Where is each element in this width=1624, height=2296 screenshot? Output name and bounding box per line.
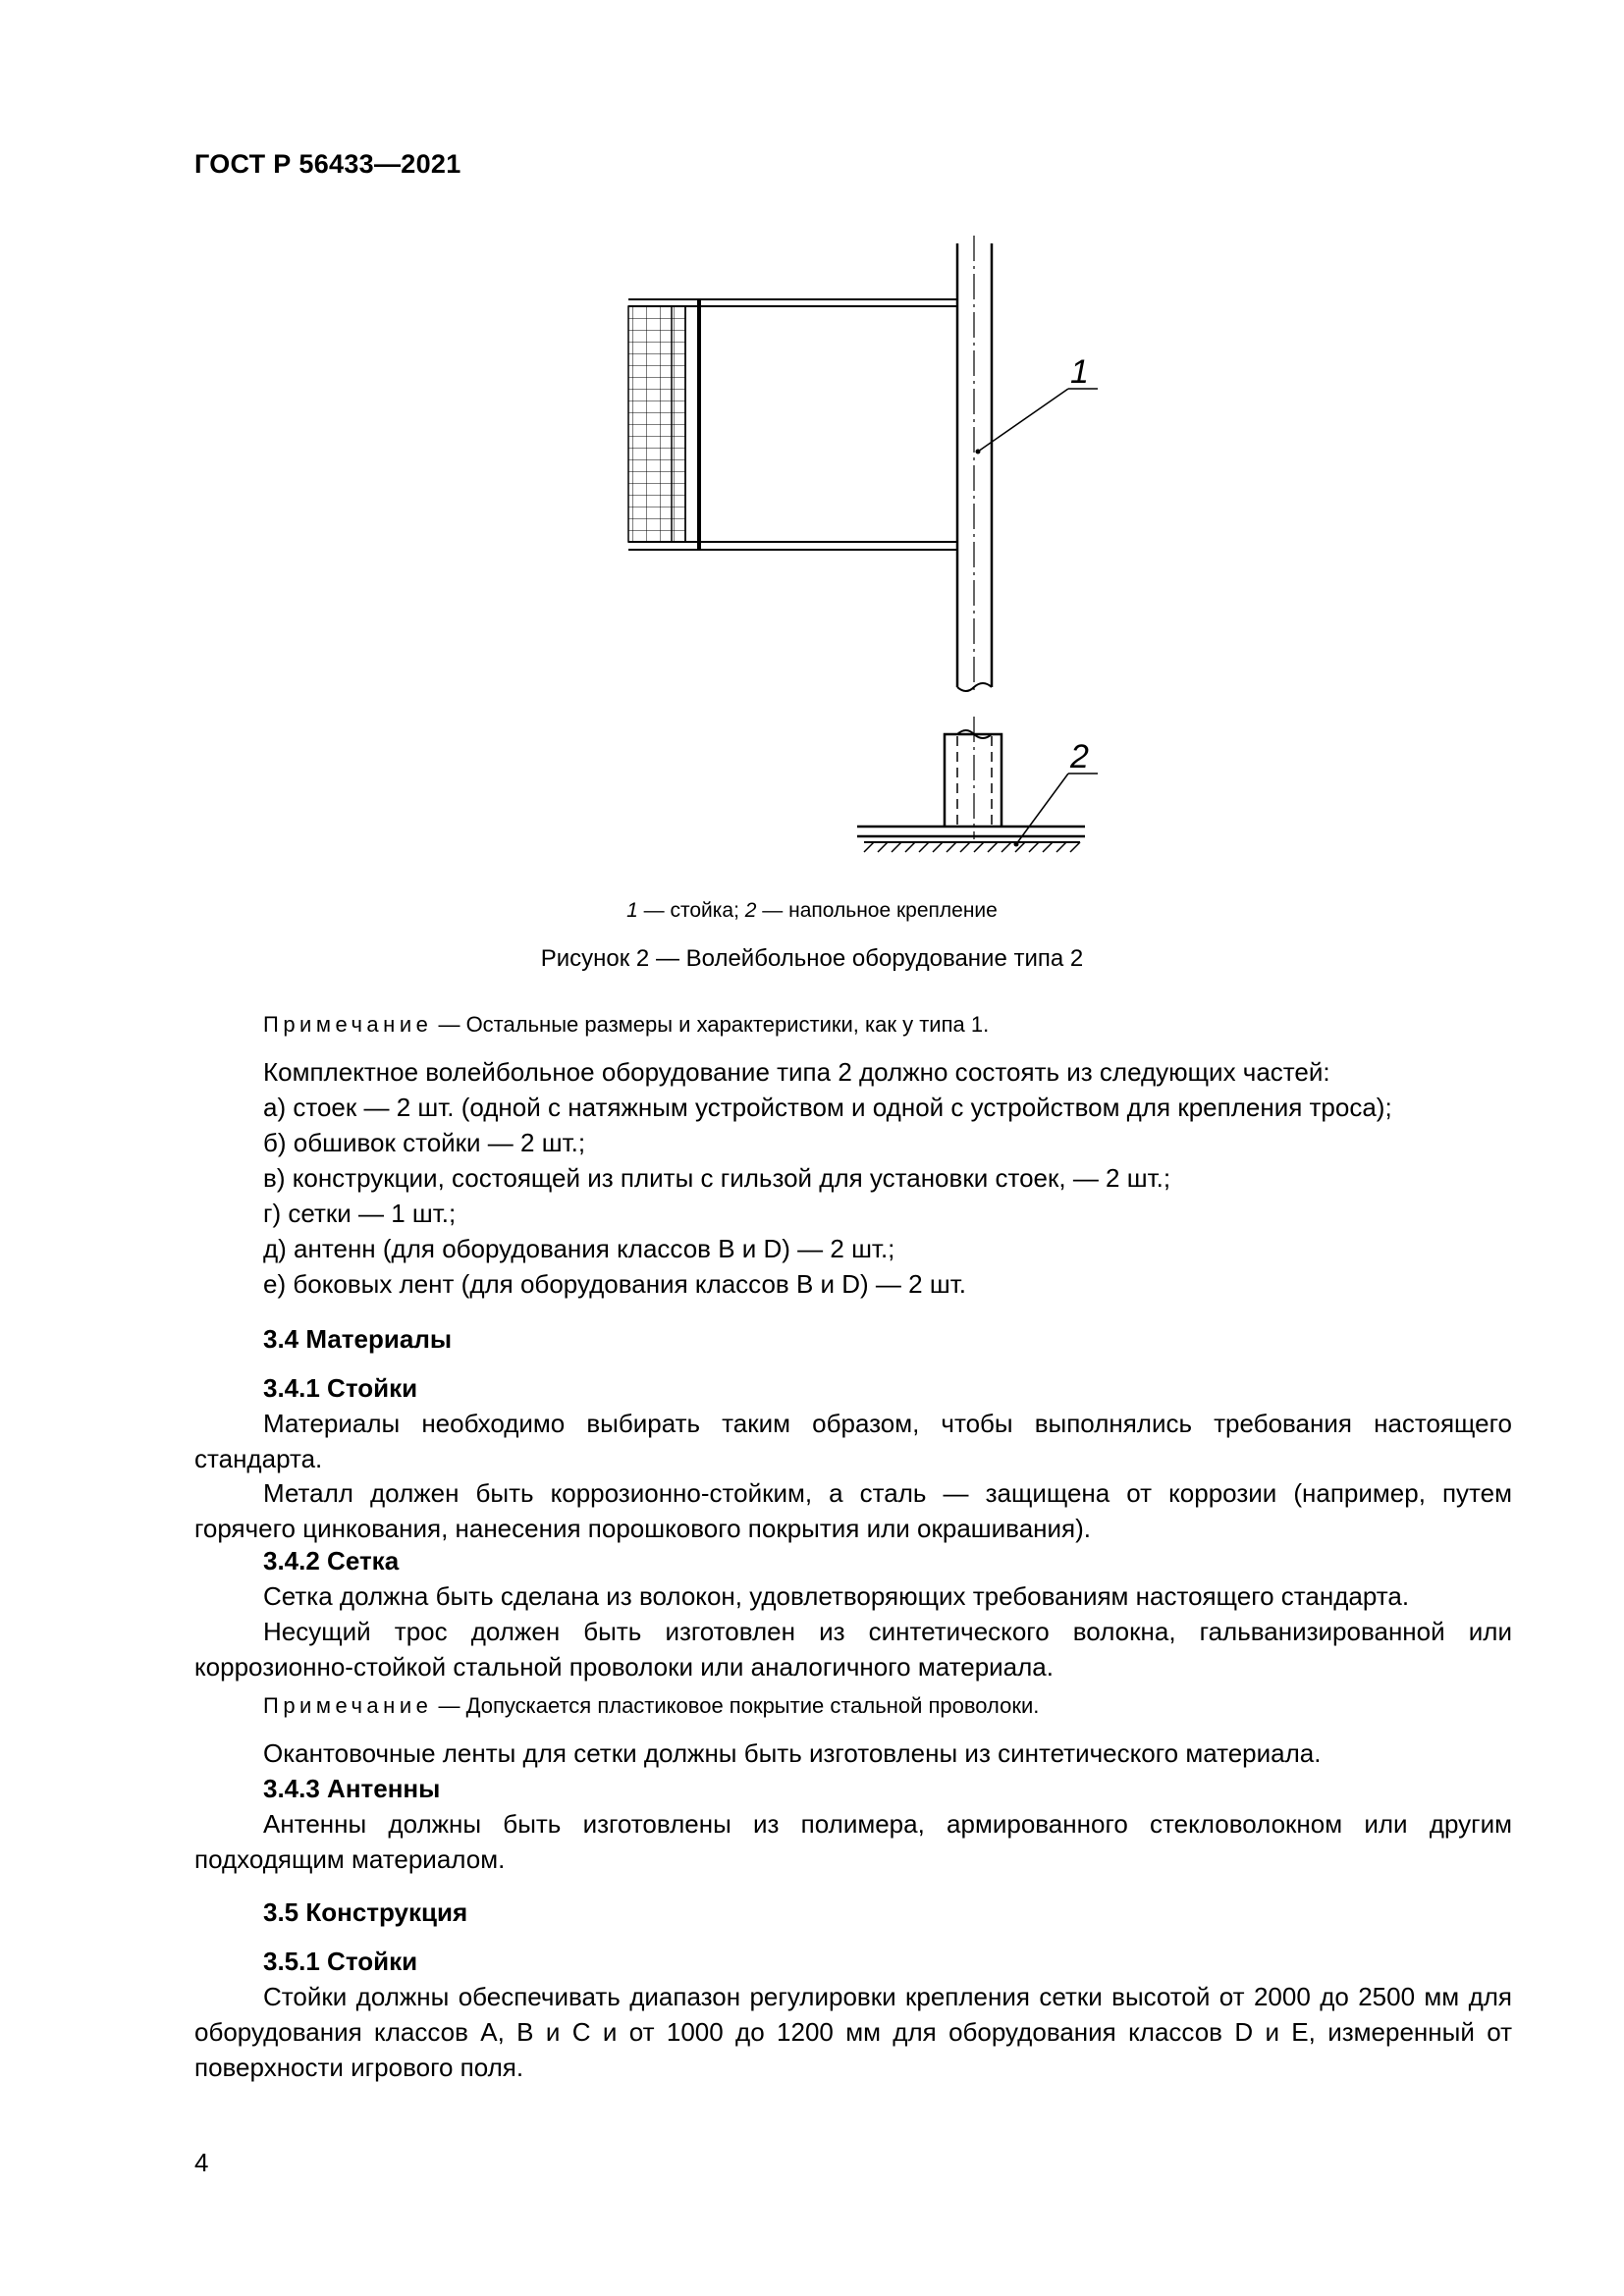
note-1: Примечание — Остальные размеры и характеристики, как у типа 1. — [263, 1012, 990, 1037]
post — [957, 236, 992, 692]
document-header: ГОСТ Р 56433—2021 — [194, 149, 461, 179]
floor-socket — [857, 717, 1085, 852]
list-item: е) боковых лент (для оборудования классов В и D) — 2 шт. — [263, 1269, 966, 1299]
list-item: в) конструкции, состоящей из плиты с гильзой для установки стоек, — 2 шт.; — [263, 1163, 1171, 1193]
net-mesh — [628, 306, 685, 542]
callout-1: 1 — [1070, 353, 1089, 391]
paragraph: Окантовочные ленты для сетки должны быть изготовлены из синтетического материала. — [263, 1738, 1322, 1768]
paragraph: Материалы необходимо выбирать таким образом, чтобы выполнялись требования настоящего стандарта. — [194, 1409, 1512, 1473]
figure-2-drawing — [589, 221, 1100, 869]
figure-title: Рисунок 2 — Волейбольное оборудование типа 2 — [540, 945, 1084, 972]
note-2: Примечание — Допускается пластиковое покрытие стальной проволоки. — [263, 1693, 1040, 1718]
paragraph: Сетка должна быть сделана из волокон, удовлетворяющих требованиям настоящего стандарта. — [263, 1581, 1410, 1611]
list-item: а) стоек — 2 шт. (одной с натяжным устройством и одной с устройством для крепления троса); — [263, 1093, 1392, 1122]
figure-legend: 1 — стойка; 2 — напольное крепление — [626, 899, 998, 922]
list-item: б) обшивок стойки — 2 шт.; — [263, 1128, 586, 1157]
section-heading: 3.5 Конструкция — [263, 1897, 468, 1927]
list-item: д) антенн (для оборудования классов В и D) — 2 шт.; — [263, 1234, 895, 1263]
callout-2: 2 — [1070, 738, 1089, 775]
subsection-heading: 3.4.2 Сетка — [263, 1546, 400, 1575]
list-item: г) сетки — 1 шт.; — [263, 1199, 457, 1228]
paragraph: Антенны должны быть изготовлены из полимера, армированного стекловолокном или другим подходящим материалом. — [194, 1809, 1512, 1874]
paragraph: Несущий трос должен быть изготовлен из синтетического волокна, гальванизированной или коррозионно-стойкой стальной проволоки или аналогичного материала. — [194, 1617, 1512, 1682]
paragraph: Стойки должны обеспечивать диапазон регулировки крепления сетки высотой от 2000 до 2500 мм для оборудования классов А, В и С и от 1000 до 1200 мм для оборудования классов D и Е, измеренный от поверхности игрового поля. — [194, 1982, 1512, 2082]
subsection-heading: 3.4.3 Антенны — [263, 1774, 441, 1803]
subsection-heading: 3.4.1 Стойки — [263, 1373, 418, 1403]
subsection-heading: 3.5.1 Стойки — [263, 1947, 418, 1976]
page-number: 4 — [194, 2148, 209, 2177]
section-heading: 3.4 Материалы — [263, 1324, 453, 1354]
paragraph: Металл должен быть коррозионно-стойким, а сталь — защищена от коррозии (например, путем горячего цинкования, нанесения порошкового покрытия или окрашивания). — [194, 1478, 1512, 1543]
intro-text: Комплектное волейбольное оборудование типа 2 должно состоять из следующих частей: — [263, 1057, 1330, 1087]
